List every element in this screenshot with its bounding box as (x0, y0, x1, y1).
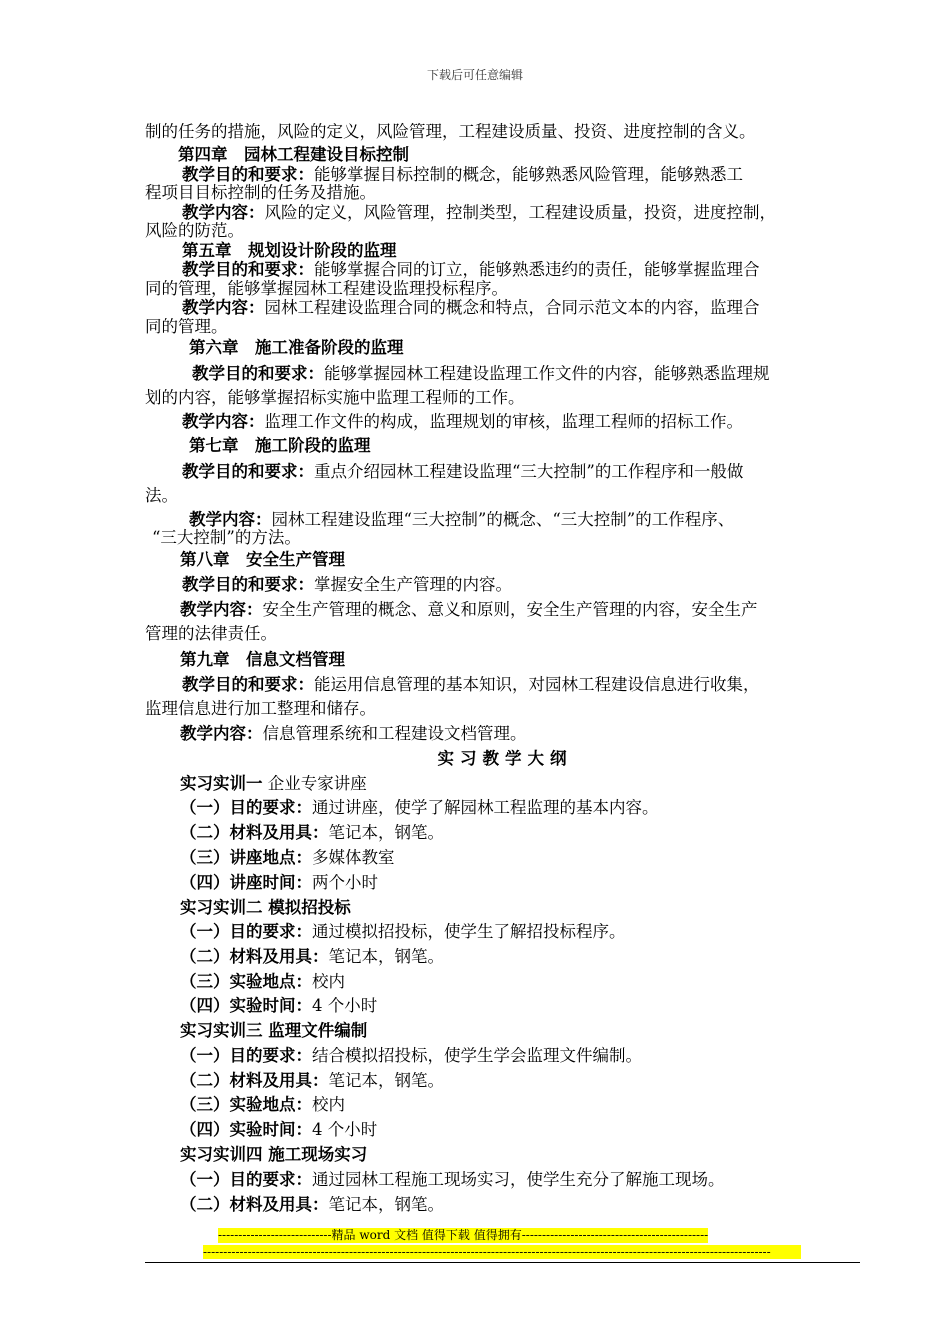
text-line (152, 528, 301, 548)
text-line (182, 575, 512, 595)
text-line (145, 183, 376, 203)
bold-label: 实习实训一 (180, 774, 263, 793)
text-line (189, 338, 404, 358)
bold-label: 第七章 施工阶段的监理 (189, 436, 371, 455)
bold-label: （四）讲座时间： (180, 873, 312, 892)
text-line (145, 486, 178, 506)
bold-label: 教学内容： (182, 203, 265, 222)
text-line (180, 947, 444, 967)
body-text: 4 个小时 (312, 1120, 378, 1139)
bold-label: 教学目的和要求： (182, 575, 314, 594)
body-text: “三大控制”的方法。 (152, 528, 301, 547)
body-text: 校内 (312, 972, 345, 991)
bold-label: 第九章 信息文档管理 (180, 650, 345, 669)
bold-label: （一）目的要求： (180, 798, 312, 817)
text-line (180, 898, 351, 918)
text-line (180, 996, 377, 1016)
bold-label: 第四章 园林工程建设目标控制 (178, 145, 409, 164)
text-line (180, 922, 626, 942)
text-line (180, 600, 758, 620)
text-line (145, 221, 244, 241)
text-line (180, 1195, 444, 1215)
body-text: 能够掌握目标控制的概念，能够熟悉风险管理，能够熟悉工 (314, 165, 743, 184)
bold-label: （一）目的要求： (180, 922, 312, 941)
text-line (182, 203, 776, 223)
text-line (180, 774, 367, 794)
body-text: 多媒体教室 (312, 848, 395, 867)
bold-label: 教学目的和要求： (192, 364, 324, 383)
bold-label: （一）目的要求： (180, 1046, 312, 1065)
body-text: 能够掌握合同的订立，能够熟悉违约的责任，能够掌握监理合 (314, 260, 760, 279)
body-text: 笔记本，钢笔。 (328, 823, 444, 842)
text-line (145, 279, 508, 299)
body-text: 划的内容，能够掌握招标实施中监理工程师的工作。 (145, 388, 525, 407)
body-text: 结合模拟招投标，使学生学会监理文件编制。 (312, 1046, 642, 1065)
text-line (180, 823, 444, 843)
bold-label: （二）材料及用具： (180, 1195, 329, 1214)
bold-label: 第八章 安全生产管理 (180, 550, 345, 569)
bold-label: （二）材料及用具： (180, 1071, 329, 1090)
bold-label: 教学内容： (182, 412, 265, 431)
text-line (180, 1120, 377, 1140)
text-line (180, 972, 345, 992)
text-line (182, 241, 397, 261)
bold-label: （四）实验时间： (180, 1120, 312, 1139)
text-line (180, 848, 395, 868)
text-line (189, 510, 734, 530)
body-text: 程项目目标控制的任务及措施。 (145, 183, 376, 202)
body-text: 管理的法律责任。 (145, 624, 277, 643)
text-line (192, 364, 770, 384)
text-line (182, 412, 743, 432)
body-text: 笔记本，钢笔。 (328, 1195, 444, 1214)
body-text: 法。 (145, 486, 178, 505)
bold-label: （三）实验地点： (180, 1095, 312, 1114)
body-text: 同的管理。 (145, 317, 228, 336)
text-line (145, 317, 228, 337)
body-text: 重点介绍园林工程建设监理“三大控制”的工作程序和一般做 (314, 462, 744, 481)
footer-banner: ----------------------------精品 word 文档 值得下载 值得拥有---------------------------------------------- (218, 1228, 709, 1242)
footer-dashes: -------------------------------------------------------------------------------------------------------------------------------------------- (203, 1245, 801, 1259)
text-line (145, 388, 525, 408)
bold-label: 教学内容： (180, 600, 263, 619)
body-text: 能够掌握园林工程建设监理工作文件的内容，能够熟悉监理规 (324, 364, 770, 383)
page-header: 下载后可任意编辑 (426, 68, 523, 82)
bold-label: 教学内容： (189, 510, 272, 529)
body-text: 通过讲座，使学了解园林工程监理的基本内容。 (312, 798, 659, 817)
text-line (182, 462, 743, 482)
footer-rule (145, 1262, 860, 1263)
bold-label: 教学内容： (182, 298, 265, 317)
bold-label: 教学目的和要求： (182, 675, 314, 694)
body-text: 通过模拟招投标，使学生了解招投标程序。 (312, 922, 626, 941)
text-line (180, 873, 378, 893)
body-text: 通过园林工程施工现场实习，使学生充分了解施工现场。 (312, 1170, 725, 1189)
body-text: 能运用信息管理的基本知识，对园林工程建设信息进行收集， (314, 675, 760, 694)
text-line (182, 298, 760, 318)
body-text: 校内 (312, 1095, 345, 1114)
text-line (182, 165, 743, 185)
body-text: 安全生产管理的概念、意义和原则，安全生产管理的内容，安全生产 (262, 600, 758, 619)
body-text: 制的任务的措施，风险的定义，风险管理，工程建设质量、投资、进度控制的含义。 (145, 122, 756, 141)
body-text: 信息管理系统和工程建设文档管理。 (262, 724, 527, 743)
bold-label: （二）材料及用具： (180, 823, 329, 842)
bold-label: （二）材料及用具： (180, 947, 329, 966)
body-text: 两个小时 (312, 873, 378, 892)
bold-label: 第五章 规划设计阶段的监理 (182, 241, 397, 260)
text-line (189, 436, 371, 456)
bold-label: 实习实训二 模拟招投标 (180, 898, 351, 917)
text-line (182, 675, 760, 695)
bold-label: （四）实验时间： (180, 996, 312, 1015)
text-line (180, 798, 659, 818)
section-title: 实习教学大纲 (437, 749, 573, 768)
text-line (182, 260, 760, 280)
text-line (178, 145, 409, 165)
body-text: 同的管理，能够掌握园林工程建设监理投标程序。 (145, 279, 508, 298)
text-line (145, 624, 277, 644)
body-text: 风险的防范。 (145, 221, 244, 240)
bold-label: 教学目的和要求： (182, 462, 314, 481)
text-line (180, 1071, 444, 1091)
text-line (180, 1095, 345, 1115)
text-line (180, 1021, 367, 1041)
bold-label: 实习实训四 施工现场实习 (180, 1145, 368, 1164)
text-line (180, 1170, 725, 1190)
body-text: 园林工程建设监理合同的概念和特点，合同示范文本的内容，监理合 (264, 298, 760, 317)
bold-label: 教学目的和要求： (182, 260, 314, 279)
bold-label: 教学目的和要求： (182, 165, 314, 184)
body-text: 监理信息进行加工整理和储存。 (145, 699, 376, 718)
body-text: 风险的定义，风险管理，控制类型，工程建设质量，投资，进度控制， (264, 203, 776, 222)
body-text: 4 个小时 (312, 996, 378, 1015)
body-text: 企业专家讲座 (262, 774, 367, 793)
text-line (180, 1145, 367, 1165)
text-line (145, 122, 756, 142)
bold-label: 实习实训三 监理文件编制 (180, 1021, 368, 1040)
text-line (145, 699, 376, 719)
text-line (180, 550, 345, 570)
bold-label: 教学内容： (180, 724, 263, 743)
body-text: 笔记本，钢笔。 (328, 1071, 444, 1090)
body-text: 监理工作文件的构成，监理规划的审核，监理工程师的招标工作。 (264, 412, 743, 431)
body-text: 笔记本，钢笔。 (328, 947, 444, 966)
text-line (180, 1046, 642, 1066)
bold-label: 第六章 施工准备阶段的监理 (189, 338, 404, 357)
bold-label: （一）目的要求： (180, 1170, 312, 1189)
text-line (180, 650, 345, 670)
body-text: 园林工程建设监理“三大控制”的概念、“三大控制”的工作程序、 (271, 510, 735, 529)
text-line (180, 724, 527, 744)
body-text: 掌握安全生产管理的内容。 (314, 575, 512, 594)
bold-label: （三）实验地点： (180, 972, 312, 991)
bold-label: （三）讲座地点： (180, 848, 312, 867)
